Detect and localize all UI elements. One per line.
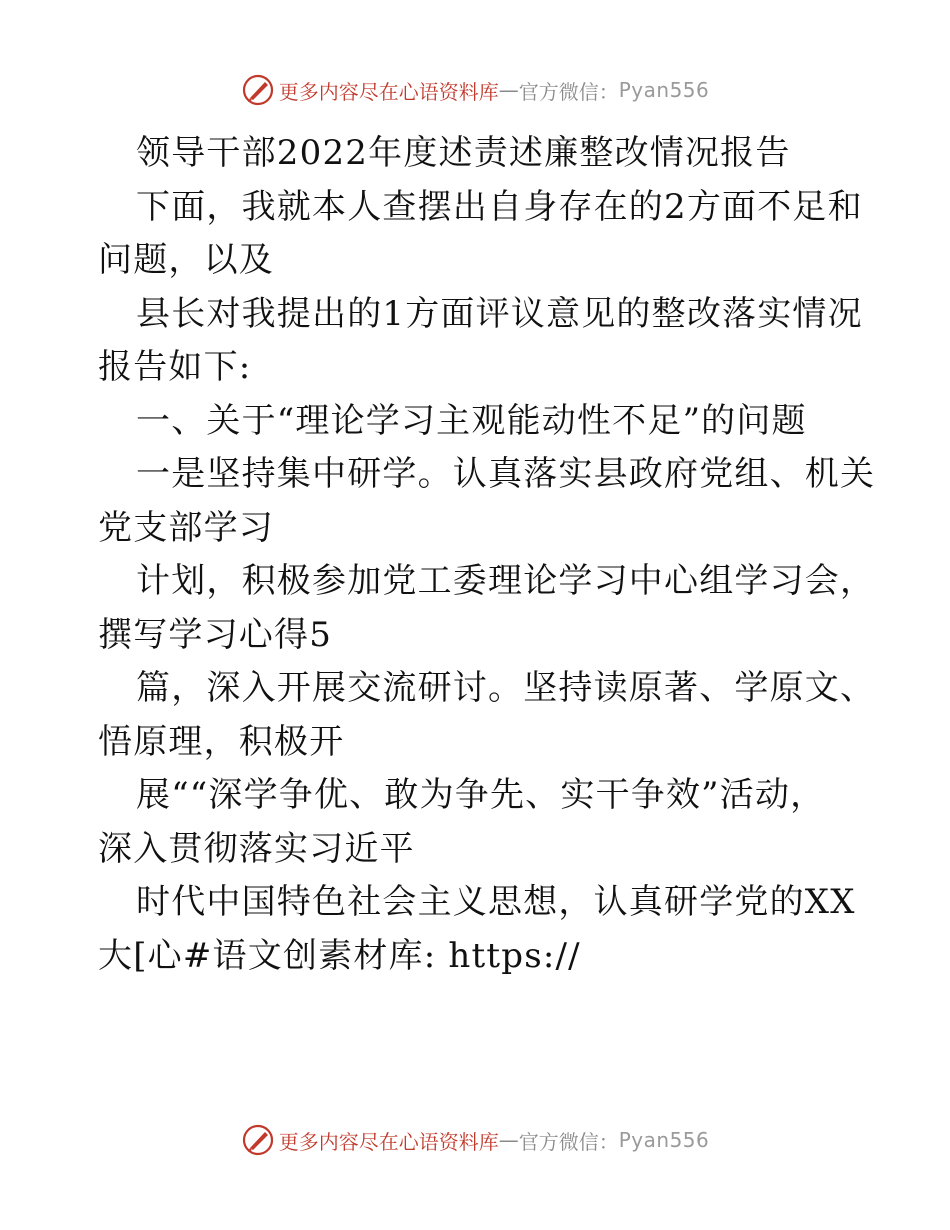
paragraph-line: 下面，我就本人查摆出自身存在的2方面不足和 [136, 186, 863, 227]
paragraph-line: 悟原理，积极开 [98, 721, 345, 762]
footer-watermark-banner [0, 1120, 950, 1160]
banner-dash: — [498, 1128, 519, 1152]
quill-logo-icon [241, 73, 275, 107]
paragraph-line: 撰写学习心得5 [98, 614, 333, 655]
banner-wechat-id: Pyan556 [618, 1128, 710, 1152]
banner-dash: — [498, 78, 519, 102]
banner-wechat-label: 官方微信： [518, 79, 619, 104]
paragraph-line: 深入贯彻落实习近平 [98, 828, 415, 869]
paragraph-line: 篇，深入开展交流研讨。坚持读原著、学原文、 [136, 668, 876, 708]
paragraph-line: 展““深学争优、敢为争先、实干争效”活动， [136, 775, 826, 815]
paragraph-line: 时代中国特色社会主义思想，认真研学党的XX [136, 882, 856, 922]
banner-promo-text: 更多内容尽在心语资料库 [278, 1129, 499, 1154]
banner-wechat-label: 官方微信： [518, 1129, 619, 1154]
section-heading: 一、关于“理论学习主观能动性不足”的问题 [136, 400, 807, 441]
paragraph-line: 问题，以及 [98, 240, 274, 280]
paragraph-line: 县长对我提出的1方面评议意见的整改落实情况 [136, 293, 863, 334]
paragraph-line: 大[心#语文创素材库: https:// [98, 935, 581, 976]
paragraph-line: 计划，积极参加党工委理论学习中心组学习会， [136, 561, 876, 601]
document-body [98, 127, 876, 983]
banner-promo-text: 更多内容尽在心语资料库 [278, 79, 499, 104]
banner-wechat-id: Pyan556 [618, 78, 710, 102]
quill-logo-icon [241, 1123, 275, 1157]
paragraph-line: 一是坚持集中研学。认真落实县政府党组、机关 [136, 454, 876, 494]
document-title: 领导干部2022年度述责述廉整改情况报告 [136, 133, 791, 173]
header-watermark-banner [0, 70, 950, 110]
paragraph-line: 党支部学习 [98, 507, 274, 548]
paragraph-line: 报告如下: [98, 347, 252, 387]
